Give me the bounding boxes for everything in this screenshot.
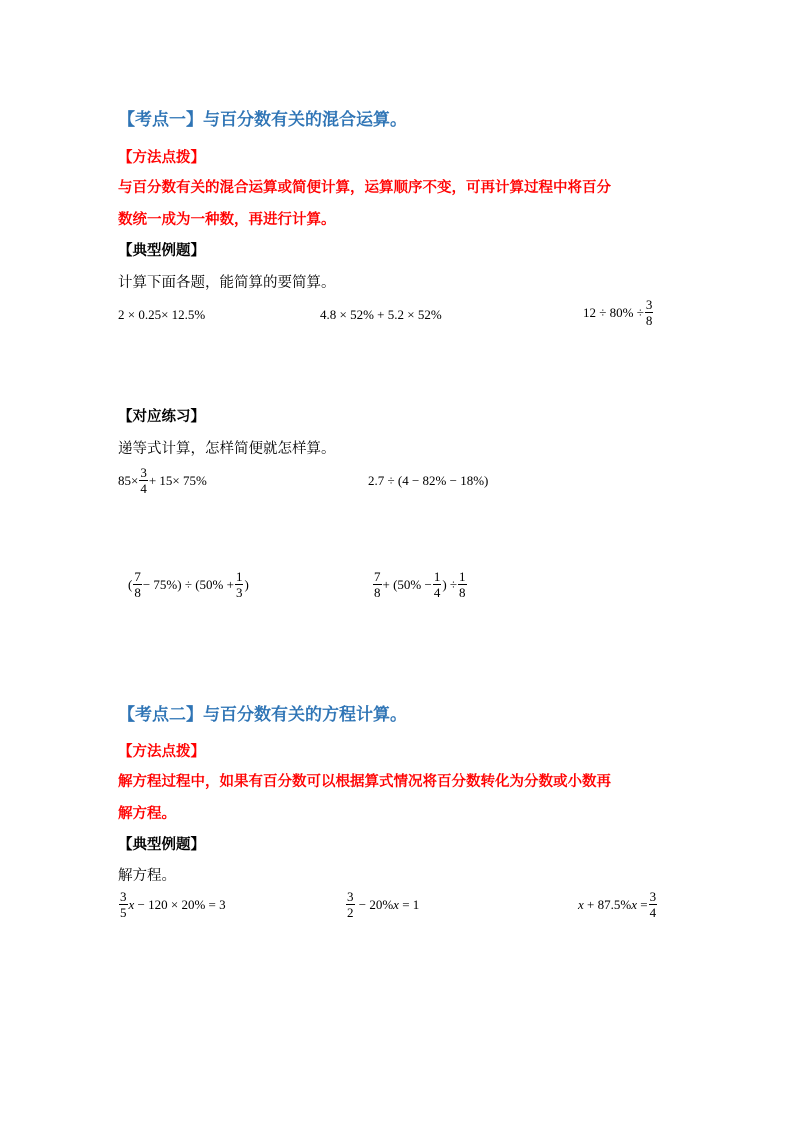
numerator: 7 <box>374 569 381 584</box>
fraction <box>645 298 654 327</box>
numerator: 3 <box>140 465 147 480</box>
expr-text: ) <box>244 576 249 592</box>
fraction <box>373 570 382 599</box>
expr-text: − 20% <box>355 896 394 912</box>
variable-x: x <box>128 896 135 912</box>
expr-text: = <box>636 896 648 912</box>
variable-x: x <box>393 896 399 912</box>
variable-x: x <box>578 896 584 912</box>
numerator: 3 <box>645 297 653 312</box>
numerator: 1 <box>433 569 441 584</box>
example-expression-2 <box>320 307 442 323</box>
denominator: 2 <box>347 905 354 920</box>
section1-title: 【考点一】与百分数有关的混合运算。 <box>118 110 407 130</box>
section1-example-label: 【典型例题】 <box>118 243 205 259</box>
expr-text: 12 ÷ 80% ÷ <box>583 304 644 320</box>
denominator: 3 <box>235 585 243 600</box>
example-expression-3 <box>583 298 654 327</box>
expr-text: ) ÷ <box>442 576 458 592</box>
numerator: 3 <box>347 889 354 904</box>
section2-title: 【考点二】与百分数有关的方程计算。 <box>118 705 407 725</box>
numerator: 1 <box>459 569 466 584</box>
equation-1 <box>118 890 226 919</box>
expr-text: 2 × 0.25× 12.5% <box>118 307 206 322</box>
equation-2 <box>345 890 419 919</box>
denominator: 4 <box>433 585 441 600</box>
expr-text: + (50% − <box>382 576 432 592</box>
denominator: 8 <box>459 585 466 600</box>
section1-method-label: 【方法点拨】 <box>118 150 205 166</box>
section1-example-instruction: 计算下面各题，能简算的要简算。 <box>118 275 336 291</box>
fraction <box>235 570 244 599</box>
section2-method-line1: 解方程过程中，如果有百分数可以根据算式情况将百分数转化为分数或小数再 <box>118 774 611 790</box>
numerator: 3 <box>649 889 657 904</box>
fraction <box>119 890 128 919</box>
practice-expression-2 <box>368 473 488 489</box>
expr-text: 2.7 ÷ (4 − 82% − 18%) <box>368 473 489 488</box>
fraction <box>139 466 148 495</box>
numerator: 7 <box>134 569 141 584</box>
practice-expression-4 <box>372 570 468 599</box>
variable-x: x <box>631 896 637 912</box>
expr-text: 4.8 × 52% + 5.2 × 52% <box>320 307 442 322</box>
denominator: 8 <box>374 585 381 600</box>
expr-text: − 120 × 20% = 3 <box>134 896 226 912</box>
section1-practice-instruction: 递等式计算，怎样简便就怎样算。 <box>118 441 336 457</box>
section2-method-label: 【方法点拨】 <box>118 744 205 760</box>
practice-expression-1 <box>118 466 207 495</box>
fraction <box>458 570 467 599</box>
section2-example-instruction: 解方程。 <box>118 868 176 884</box>
expr-text: + 15× 75% <box>148 472 207 488</box>
denominator: 4 <box>649 905 657 920</box>
expr-text: = 1 <box>398 896 420 912</box>
section1-method-line2: 数统一成为一种数，再进行计算。 <box>118 212 336 228</box>
equation-3 <box>578 890 658 919</box>
fraction <box>346 890 355 919</box>
denominator: 4 <box>140 481 147 496</box>
expr-text: − 75%) ÷ (50% + <box>142 576 234 592</box>
expr-text: ( <box>128 576 133 592</box>
numerator: 3 <box>120 889 127 904</box>
fraction <box>133 570 142 599</box>
fraction <box>649 890 658 919</box>
numerator: 1 <box>235 569 243 584</box>
fraction <box>433 570 442 599</box>
section1-practice-label: 【对应练习】 <box>118 409 205 425</box>
section2-method-line2: 解方程。 <box>118 806 176 822</box>
denominator: 8 <box>645 313 653 328</box>
section2-example-label: 【典型例题】 <box>118 837 205 853</box>
expr-text: + 87.5% <box>583 896 632 912</box>
denominator: 8 <box>134 585 141 600</box>
practice-expression-3 <box>128 570 249 599</box>
section1-method-line1: 与百分数有关的混合运算或简便计算，运算顺序不变，可再计算过程中将百分 <box>118 180 611 196</box>
denominator: 5 <box>120 905 127 920</box>
example-expression-1 <box>118 307 205 323</box>
expr-text: 85× <box>118 472 139 488</box>
